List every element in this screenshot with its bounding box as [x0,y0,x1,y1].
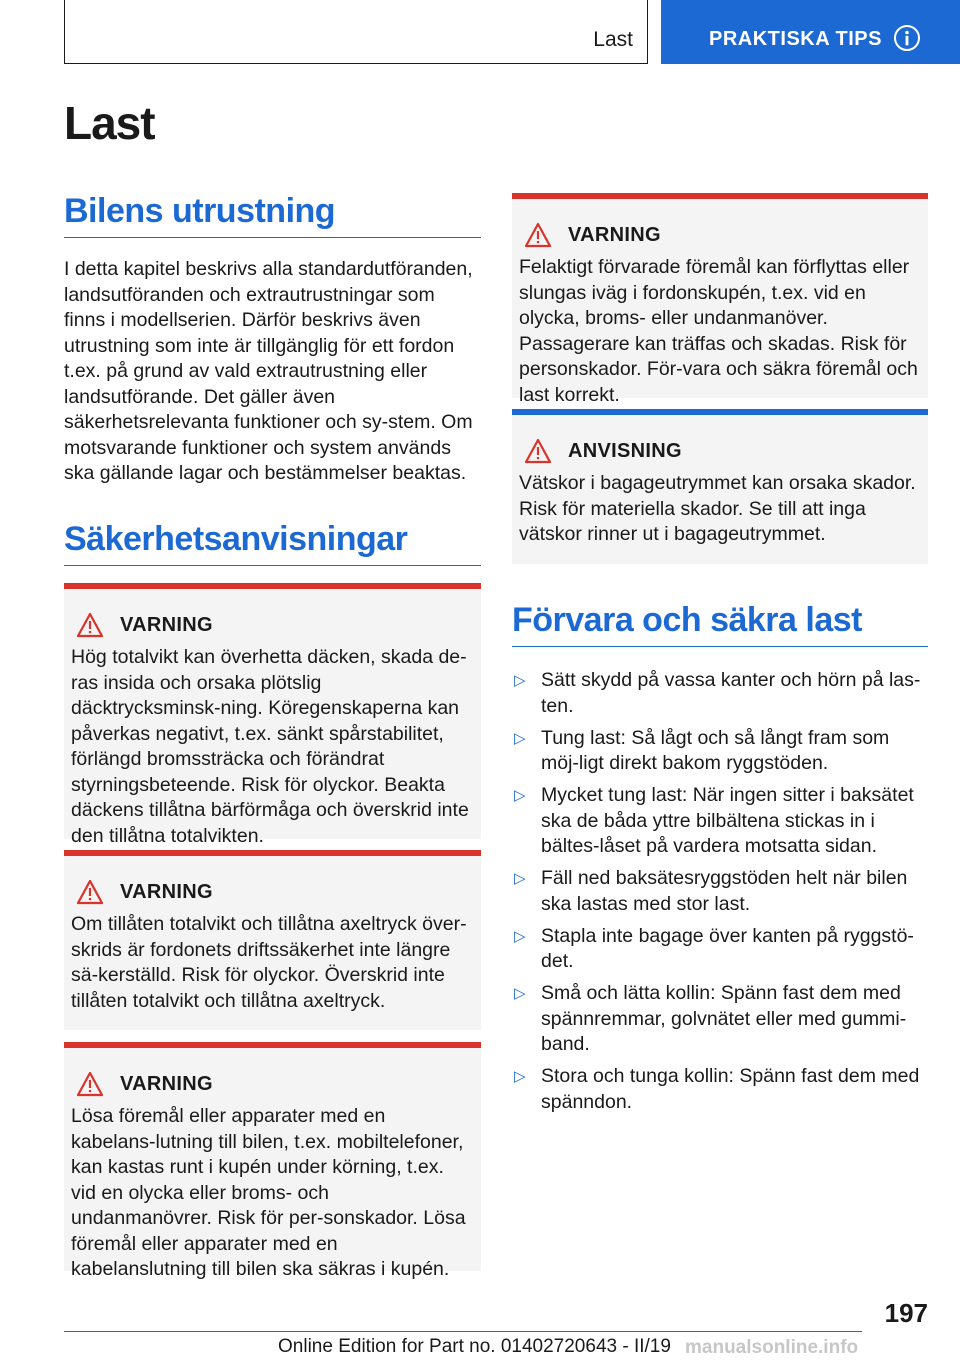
header-tab-label: PRAKTISKA TIPS [709,28,882,50]
header-section-box [64,0,648,64]
notice-label: ANVISNING [568,439,682,462]
warning-box [64,583,481,847]
footer-edition-text: Online Edition for Part no. 01402720643 - II/19 [278,1336,671,1357]
warning-box [64,850,481,1030]
list-item: ▷ Fäll ned baksätesryggstöden helt när bilen ska lastas med stor last. [514,867,908,915]
page-title: Last [64,97,155,149]
heading-bilens-utrustning: Bilens utrustning [64,192,481,238]
warning-text: Lösa föremål eller apparater med en kabelans-lutning till bilen, t.ex. mobiltelefoner, kan kastas runt i kupén under körning, t.ex. vid en olycka eller broms- och undanmanövrer. Risk för per-sonskador. Lösa föremål eller apparater med en kabelanslutning till bilen ska säkras i kupén. [71,1105,466,1280]
warning-text: Hög totalvikt kan överhetta däcken, skada de-ras insida och orsaka plötslig däcktrycksminsk-ning. Köregenskaperna kan påverkas negativt, t.ex. sänkt spårstabilitet, förlängd bromssträcka och förändrat styrningsbeteende. Risk för olyckor. Beakta däckens tillåtna bärförmåga och överskrid inte den tillåtna totalvikten. [71,646,469,847]
list-item: ▷ Mycket tung last: När ingen sitter i baksätet ska de båda yttre bilbältena stickas in i bältes-låset på vardera motsatta sidan. [514,784,914,857]
header-section-title: Last [593,28,633,51]
list-item: ▷ Små och lätta kollin: Spänn fast dem med spännremmar, golvnätet eller med gummi-band. [514,982,907,1055]
footer-watermark: manualsonline.info [685,1337,859,1358]
heading-forvara-och-sakra-last: Förvara och säkra last [512,601,928,647]
info-icon [893,24,921,52]
heading-sakerhetsanvisningar: Säkerhetsanvisningar [64,520,481,566]
warning-box [512,193,928,406]
warning-triangle-icon [76,1071,104,1097]
triangle-bullet-icon: ▷ [514,1068,526,1085]
warning-label: VARNING [120,1072,213,1095]
list-item: ▷ Stora och tunga kollin: Spänn fast dem med spänndon. [514,1065,920,1113]
triangle-bullet-icon: ▷ [514,787,526,804]
list-item: ▷ Tung last: Så lågt och så långt fram som möj-ligt direkt bakom ryggstöden. [514,726,890,774]
triangle-bullet-icon: ▷ [514,729,526,747]
list-item: ▷ Sätt skydd på vassa kanter och hörn på las-ten. [514,669,921,717]
notice-triangle-icon [524,438,552,464]
equipment-paragraph: I detta kapitel beskrivs alla standardutföranden, landsutföranden och extrautrustningar som finns i modellserien. Därför beskrivs även utrustning som inte är tillgänglig för ett fordon t.ex. på grund av vald extrautrustning eller landsutförande. Det gäller även säkerhetsrelevanta funktioner och sy-stem. Om motsvarande funktioner och system används ska gällande lagar och bestämmelser beaktas. [64,258,473,484]
warning-label: VARNING [120,880,213,903]
cargo-bullet-list [512,668,928,1122]
notice-text: Vätskor i bagageutrymmet kan orsaka skador. Risk för materiella skador. Se till att inga vätskor rinner ut i bagageutrymmet. [519,472,916,545]
warning-text: Felaktigt förvarade föremål kan förflyttas eller slungas iväg i fordonskupén, t.ex. vid en olycka, broms- eller undanmanöver. Passagerare kan träffas och skadas. Risk för personskador. För-vara och säkra föremål och last korrekt. [519,256,918,406]
header-tab-practical-tips[interactable] [661,0,960,64]
triangle-bullet-icon: ▷ [514,672,526,689]
warning-label: VARNING [568,223,661,246]
warning-triangle-icon [76,612,104,638]
page-number: 197 [884,1298,928,1328]
triangle-bullet-icon: ▷ [514,870,526,887]
footer-divider [64,1331,862,1332]
list-item: ▷ Stapla inte bagage över kanten på ryggstö-det. [514,924,914,972]
warning-box [64,1042,481,1280]
warning-triangle-icon [76,879,104,905]
notice-box [512,409,928,564]
warning-triangle-icon [524,222,552,248]
triangle-bullet-icon: ▷ [514,927,526,945]
triangle-bullet-icon: ▷ [514,985,526,1002]
warning-text: Om tillåten totalvikt och tillåtna axeltryck över-skrids är fordonets driftssäkerhet inte längre sä-kerställd. Risk för olyckor. Överskrid inte tillåten totalvikt och tillåtna axeltryck. [71,913,467,1012]
warning-label: VARNING [120,613,213,636]
